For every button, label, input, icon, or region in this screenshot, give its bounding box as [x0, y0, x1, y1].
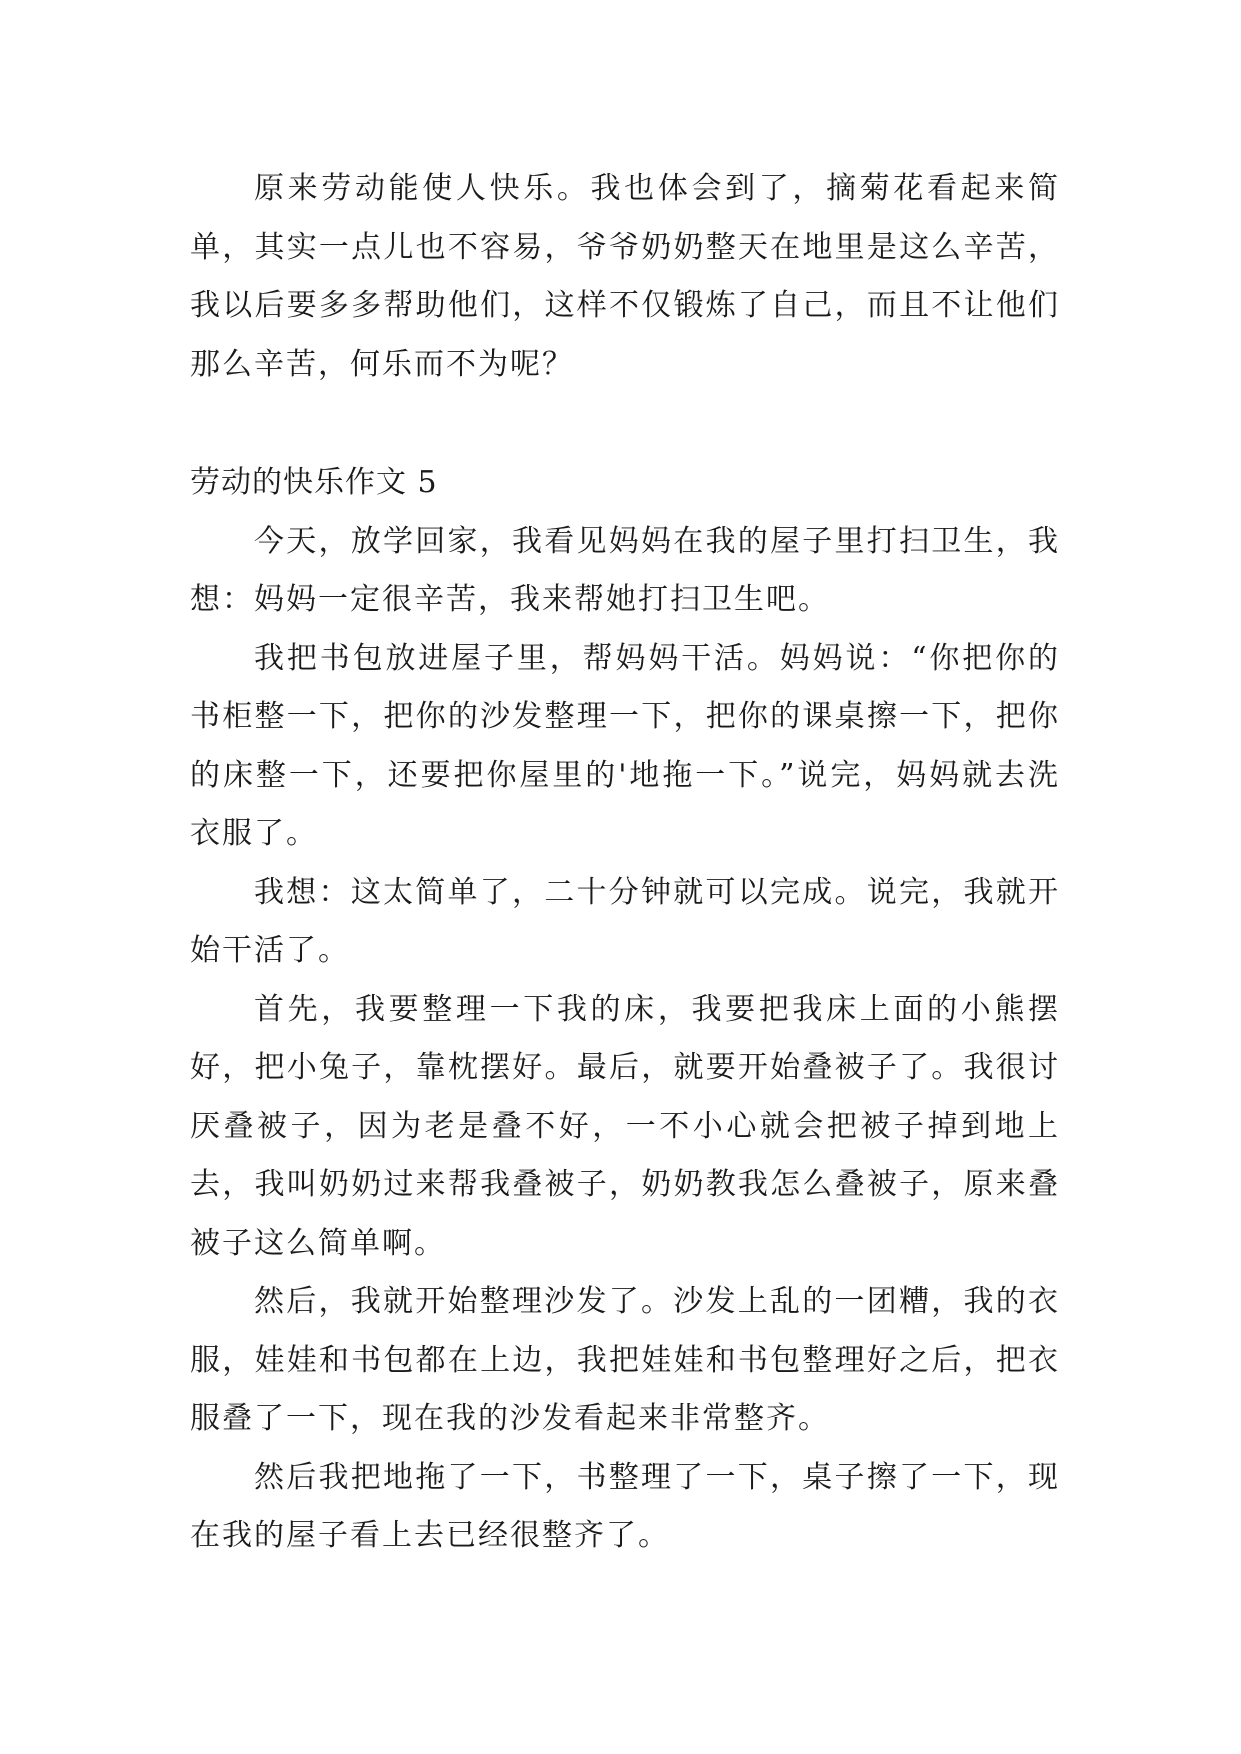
document-body	[190, 160, 1060, 1566]
section-title: 劳动的快乐作文 5	[190, 465, 438, 500]
paragraph-intro: 原来劳动能使人快乐。我也体会到了，摘菊花看起来简单，其实一点儿也不容易，爷爷奶奶整天在地里是这么辛苦，我以后要多多帮助他们，这样不仅锻炼了自己，而且不让他们那么辛苦，何乐而不为呢？	[190, 171, 1060, 382]
paragraph: 首先，我要整理一下我的床，我要把我床上面的小熊摆好，把小兔子，靠枕摆好。最后，就要开始叠被子了。我很讨厌叠被子，因为老是叠不好，一不小心就会把被子掉到地上去，我叫奶奶过来帮我叠被子，奶奶教我怎么叠被子，原来叠被子这么简单啊。	[190, 991, 1060, 1261]
paragraph: 我把书包放进屋子里，帮妈妈干活。妈妈说：“你把你的书柜整一下，把你的沙发整理一下，把你的课桌擦一下，把你的床整一下，还要把你屋里的'地拖一下。”说完，妈妈就去洗衣服了。	[190, 640, 1060, 851]
paragraph: 我想：这太简单了，二十分钟就可以完成。说完，我就开始干活了。	[190, 874, 1060, 968]
paragraph: 然后我把地拖了一下，书整理了一下，桌子擦了一下，现在我的屋子看上去已经很整齐了。	[190, 1459, 1060, 1553]
paragraph: 然后，我就开始整理沙发了。沙发上乱的一团糟，我的衣服，娃娃和书包都在上边，我把娃娃和书包整理好之后，把衣服叠了一下，现在我的沙发看起来非常整齐。	[190, 1284, 1060, 1436]
paragraph: 今天，放学回家，我看见妈妈在我的屋子里打扫卫生，我想：妈妈一定很辛苦，我来帮她打扫卫生吧。	[190, 523, 1060, 617]
